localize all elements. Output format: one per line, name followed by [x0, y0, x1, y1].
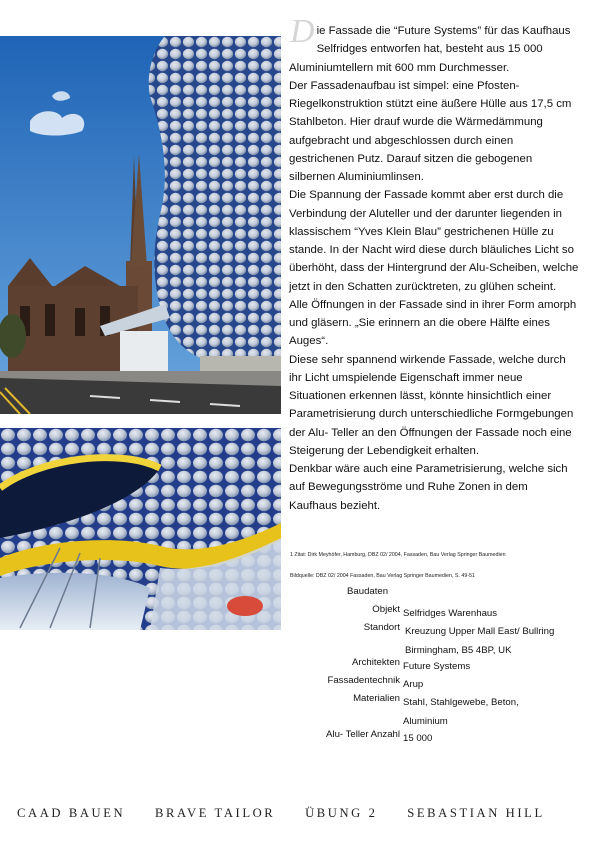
paragraph-bewegung: Denkbar wäre auch eine Parametrisierung, welche sich auf Bewegungsströme und Ruhe Zonen in dem Kaufhaus bezieht. [289, 463, 568, 512]
baudaten-row-objekt [290, 604, 590, 622]
footnote-zitat: 1 Zitat: Dirk Meyhöfer, Hamburg, DBZ 02/ 2004, Fassaden, Bau Verlag Springer Baumedien [290, 552, 506, 558]
baudaten-heading: Baudaten [347, 586, 389, 597]
baudaten-value: 15 000 [403, 733, 433, 744]
photo-selfridges-night [0, 428, 281, 630]
page-footer [17, 806, 569, 821]
baudaten-label: Fassadentechnik [327, 675, 400, 686]
paragraph-oeffnungen: Alle Öffnungen in der Fassade sind in ihrer Form amorph und gläsern. „Sie erinnern an die obere Hälfte eines Auges“. [289, 298, 577, 348]
baudaten-row-materialien [290, 693, 590, 727]
baudaten-row-standort [290, 622, 590, 656]
article-text [289, 13, 579, 515]
baudaten-value: Kreuzung Upper Mall East/ Bullring Birmingham, B5 4BP, UK [405, 626, 555, 656]
baudaten-value: Arup [403, 679, 424, 690]
paragraph-parametrisierung: Diese sehr spannend wirkende Fassade, welche durch ihr Licht umspielende Eigenschaft immer neue Situationen erkennen lässt, könnte hinsichtlich einer Parametrisierung durch unterschiedliche Formgebungen der Alu- Teller an den Öffnungen der Fassade noch eine Steigerung der Lebendigkeit erhalten. [289, 353, 574, 457]
baudaten-value: Stahl, Stahlgewebe, Beton, Aluminium [403, 697, 519, 727]
paragraph-intro: Die Fassade die “Future Systems” für das Kaufhaus Selfridges entworfen hat, besteht aus 15 000 Aluminiumtellern mit 600 mm Durchmesser. [289, 13, 571, 74]
baudaten-label: Standort [363, 622, 400, 633]
footer-course: CAAD BAUEN [17, 806, 126, 820]
baudaten-row-teller-anzahl [290, 729, 590, 747]
baudaten-value: Selfridges Warenhaus [403, 608, 498, 619]
paragraph-aufbau: Der Fassadenaufbau ist simpel: eine Pfosten-Riegelkonstruktion stützt eine äußere Hülle aus 17,5 cm Stahlbeton. Hier drauf wurde die Wärmedämmung aufgebracht und abgeschlossen durch einen gestrichenen Putz. Darauf sitzen die gebogenen silbernen Aluminiumlinsen. [289, 79, 572, 183]
footer-exercise: ÜBUNG 2 [305, 806, 378, 820]
footnote-bildquelle: Bildquelle: DBZ 02/ 2004 Fassaden, Bau Verlag Springer Baumedien, S. 49-51 [290, 573, 475, 579]
footer-project: BRAVE TAILOR [154, 806, 276, 820]
footer-author: SEBASTIAN HILL [407, 806, 545, 820]
baudaten-label: Architekten [352, 657, 400, 668]
baudaten-label: Objekt [372, 604, 400, 615]
baudaten-label: Materialien [353, 693, 400, 704]
baudaten-label: Alu- Teller Anzahl [326, 729, 400, 740]
photo-selfridges-exterior [0, 36, 281, 414]
baudaten-value: Future Systems [403, 661, 471, 672]
baudaten-row-architekten [290, 657, 590, 675]
drop-cap: D [290, 13, 315, 50]
baudaten-row-fassadentechnik [290, 675, 590, 693]
paragraph-spannung: Die Spannung der Fassade kommt aber erst durch die Verbindung der Aluteller und der darunter liegenden in klassischem “Yves Klein Blau” gestrichenen Hülle zu stande. In der Nacht wird diese durch bläuliches Licht so überhöht, dass der Hintergrund der Alu-Scheiben, welche jetzt in den Schatten zurücktreten, zu glühen scheint. [289, 189, 579, 293]
